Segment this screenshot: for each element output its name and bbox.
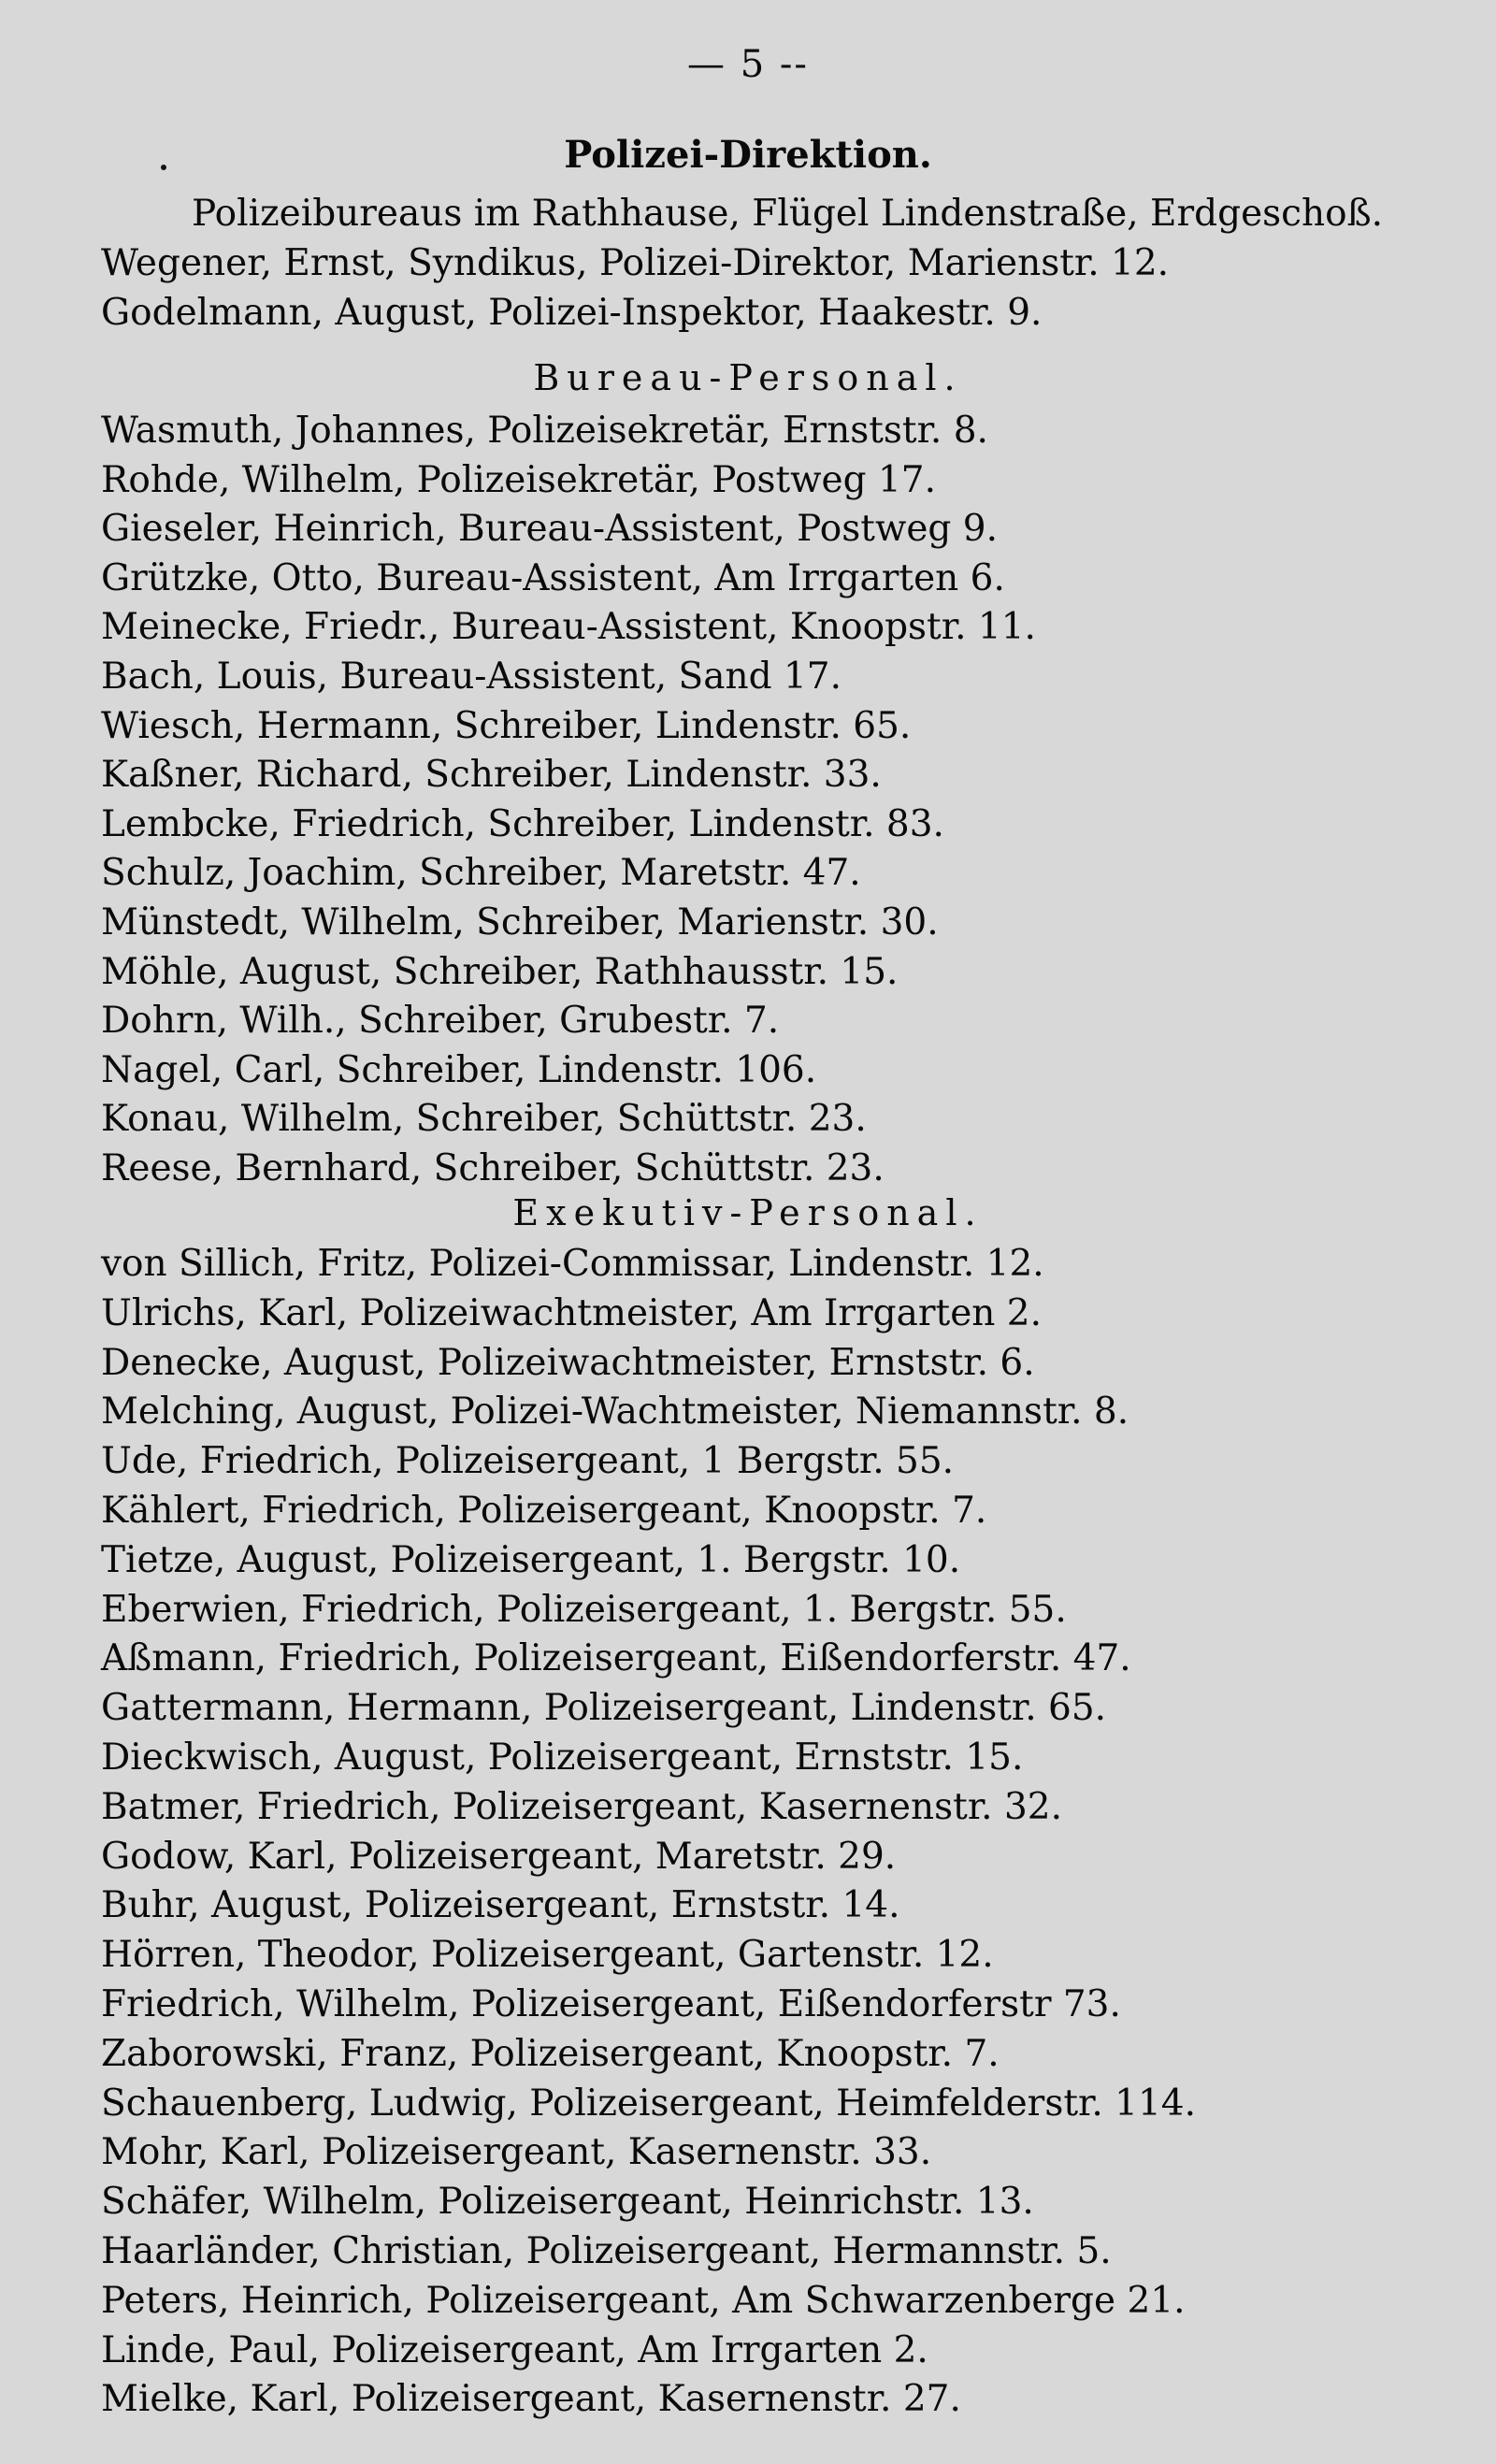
list-item: Hörren, Theodor, Polizeisergeant, Gartenstr. 12.: [101, 1934, 994, 1977]
list-item: Mohr, Karl, Polizeisergeant, Kasernenstr. 33.: [101, 2131, 932, 2174]
list-item: Nagel, Carl, Schreiber, Lindenstr. 106.: [101, 1048, 817, 1091]
intro-line: Godelmann, August, Polizei-Inspektor, Haakestr. 9.: [101, 292, 1043, 334]
list-item: Gattermann, Hermann, Polizeisergeant, Lindenstr. 65.: [101, 1687, 1107, 1730]
list-item: Schulz, Joachim, Schreiber, Maretstr. 47.: [101, 852, 861, 895]
list-item: Haarländer, Christian, Polizeisergeant, Hermannstr. 5.: [101, 2230, 1112, 2272]
list-item: von Sillich, Fritz, Polizei-Commissar, Lindenstr. 12.: [101, 1243, 1044, 1285]
list-item: Batmer, Friedrich, Polizeisergeant, Kasernenstr. 32.: [101, 1785, 1062, 1828]
list-item: Wiesch, Hermann, Schreiber, Lindenstr. 65.: [101, 704, 912, 747]
list-item: Eberwien, Friedrich, Polizeisergeant, 1. Bergstr. 55.: [101, 1588, 1067, 1631]
list-item: Aßmann, Friedrich, Polizeisergeant, Eißendorferstr. 47.: [101, 1637, 1131, 1680]
page-number: — 5 --: [687, 43, 809, 86]
list-item: Meinecke, Friedr., Bureau-Assistent, Knoopstr. 11.: [101, 606, 1036, 649]
list-item: Konau, Wilhelm, Schreiber, Schüttstr. 23.: [101, 1098, 867, 1141]
list-item: Kaßner, Richard, Schreiber, Lindenstr. 33.: [101, 754, 882, 797]
list-item: Lembcke, Friedrich, Schreiber, Lindenstr. 83.: [101, 802, 944, 845]
list-item: Wasmuth, Johannes, Polizeisekretär, Ernststr. 8.: [101, 410, 988, 452]
section-heading-bureau: Bureau-Personal.: [533, 357, 963, 398]
list-item: Denecke, August, Polizeiwachtmeister, Ernststr. 6.: [101, 1341, 1035, 1384]
list-item: Schauenberg, Ludwig, Polizeisergeant, Heimfelderstr. 114.: [101, 2082, 1196, 2125]
section-heading-exekutiv: Exekutiv-Personal.: [512, 1192, 984, 1233]
list-item: Ulrichs, Karl, Polizeiwachtmeister, Am Irrgarten 2.: [101, 1291, 1043, 1334]
list-item: Dohrn, Wilh., Schreiber, Grubestr. 7.: [101, 1000, 780, 1043]
list-item: Rohde, Wilhelm, Polizeisekretär, Postweg 17.: [101, 458, 936, 501]
list-item: Gieseler, Heinrich, Bureau-Assistent, Postweg 9.: [101, 508, 998, 551]
list-item: Dieckwisch, August, Polizeisergeant, Ernststr. 15.: [101, 1736, 1024, 1779]
list-item: Münstedt, Wilhelm, Schreiber, Marienstr. 30.: [101, 901, 939, 944]
list-item: Schäfer, Wilhelm, Polizeisergeant, Heinrichstr. 13.: [101, 2181, 1034, 2224]
list-item: Möhle, August, Schreiber, Rathhausstr. 15.: [101, 950, 899, 993]
list-item: Reese, Bernhard, Schreiber, Schüttstr. 23.: [101, 1147, 885, 1189]
list-item: Godow, Karl, Polizeisergeant, Maretstr. 29.: [101, 1835, 897, 1878]
list-item: Kählert, Friedrich, Polizeisergeant, Knoopstr. 7.: [101, 1490, 987, 1532]
list-item: Ude, Friedrich, Polizeisergeant, 1 Bergstr. 55.: [101, 1440, 955, 1483]
list-item: Mielke, Karl, Polizeisergeant, Kasernenstr. 27.: [101, 2378, 961, 2421]
intro-line: Polizeibureaus im Rathhause, Flügel Lindenstraße, Erdgeschoß.: [192, 193, 1384, 235]
page-title: Polizei-Direktion.: [564, 133, 932, 177]
list-item: Zaborowski, Franz, Polizeisergeant, Knoopstr. 7.: [101, 2032, 1000, 2075]
list-item: Bach, Louis, Bureau-Assistent, Sand 17.: [101, 656, 842, 698]
list-item: Tietze, August, Polizeisergeant, 1. Bergstr. 10.: [101, 1538, 961, 1581]
list-item: Grützke, Otto, Bureau-Assistent, Am Irrgarten 6.: [101, 556, 1005, 599]
list-item: Melching, August, Polizei-Wachtmeister, Niemannstr. 8.: [101, 1391, 1129, 1434]
list-item: Friedrich, Wilhelm, Polizeisergeant, Eißendorferstr 73.: [101, 1983, 1121, 2025]
list-item: Linde, Paul, Polizeisergeant, Am Irrgarten 2.: [101, 2328, 928, 2371]
intro-line: Wegener, Ernst, Syndikus, Polizei-Direktor, Marienstr. 12.: [101, 242, 1170, 284]
list-item: Buhr, August, Polizeisergeant, Ernststr. 14.: [101, 1884, 900, 1927]
list-item: Peters, Heinrich, Polizeisergeant, Am Schwarzenberge 21.: [101, 2279, 1186, 2322]
